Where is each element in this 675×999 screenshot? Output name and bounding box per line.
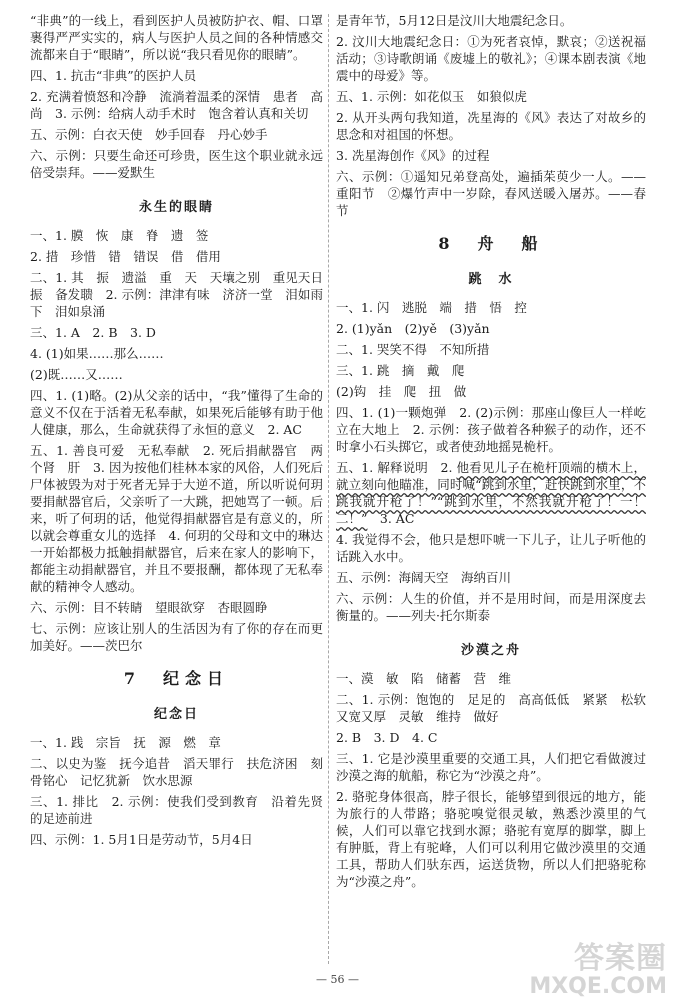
answer-paragraph: 六、示例：①遥知兄弟登高处，遍插茱萸少一人。——重阳节 ②爆竹声中一岁除，春风送暖入屠苏。——春节 (336, 169, 646, 218)
answer-suffix: 3. AC (367, 511, 415, 526)
watermark-text: 答案圈 (574, 941, 667, 976)
answer-paragraph: 六、示例：人生的价值，并不是用时间，而是用深度去衡量的。——列夫·托尔斯泰 (336, 591, 646, 623)
answer-paragraph: 三、1. 跳 摘 戴 爬 (336, 363, 465, 378)
chapter-heading: 8 舟 船 (438, 234, 544, 253)
answer-paragraph: 二、以史为鉴 抚今追昔 滔天罪行 扶危济困 刻骨铭心 记忆犹新 饮水思源 (30, 756, 323, 788)
watermark-logo (529, 943, 667, 999)
answer-paragraph: 四、1. 抗击“非典”的医护人员 (30, 68, 197, 83)
answer-paragraph: 是青年节，5月12日是汶川大地震纪念日。 (336, 13, 573, 28)
answer-paragraph: 2. 措 珍惜 错 错误 借 借用 (30, 249, 221, 264)
watermark-url: MXQE.COM (529, 974, 667, 999)
chapter-heading: 7 纪念日 (123, 669, 230, 688)
answer-paragraph: 2. 从开头两句我知道，冼星海的《风》表达了对故乡的思念和对祖国的怀想。 (336, 110, 646, 142)
answer-paragraph: 2. (1)yǎn (2)yě (3)yǎn (336, 321, 490, 336)
answer-paragraph: 五、1. 示例：如花似玉 如狼似虎 (336, 89, 527, 104)
answer-paragraph: 四、1. (1)略。(2)从父亲的话中，“我”懂得了生命的意义不仅在于活着无私奉献，如果死后能够有助于他人健康，那么，生命就获得了永恒的意义 2. AC (30, 388, 323, 437)
right-column (336, 12, 659, 894)
answer-paragraph: 五、示例：白衣天使 妙手回春 丹心妙手 (30, 127, 268, 142)
answer-paragraph: 六、示例：目不转睛 望眼欲穿 杏眼圆睁 (30, 600, 268, 615)
answer-paragraph: 2. 骆驼身体很高，脖子很长，能够望到很远的地方，能为旅行的人带路；骆驼嗅觉很灵敏，熟悉沙漠里的气候，人们可以靠它找到水源；骆驼有宽厚的脚掌，脚上有肿胝，背上有驼峰，人们可以利用它做沙漠里的交通工具，帮助人们驮东西，运送货物，所以人们把骆驼称为“沙漠之舟”。 (336, 789, 646, 889)
answer-paragraph: 一、1. 践 宗旨 抚 源 燃 章 (30, 735, 221, 750)
left-column (30, 12, 336, 852)
answer-paragraph: 一、1. 膜 恢 康 脊 遗 签 (30, 228, 209, 243)
section-heading: 永生的眼睛 (138, 200, 214, 215)
answer-paragraph: (2)既……又…… (30, 367, 123, 382)
column-divider (328, 14, 329, 964)
answer-paragraph: 五、示例：海阔天空 海纳百川 (336, 570, 512, 585)
answer-paragraph: 4. 我觉得不会，他只是想吓唬一下儿子，让儿子听他的话跳入水中。 (336, 532, 646, 564)
answer-paragraph: (2)钩 挂 爬 扭 做 (336, 384, 467, 399)
section-heading: 纪念日 (153, 707, 199, 722)
answer-paragraph: 一、1. 闪 逃脱 端 措 悟 控 (336, 300, 527, 315)
answer-paragraph: 2. 汶川大地震纪念日：①为死者哀悼，默哀；②送祝福活动；③诗歌朗诵《废墟上的敬礼》；④课本剧表演《地震中的母爱》等。 (336, 34, 646, 83)
answer-paragraph: 三、1. 它是沙漠里重要的交通工具，人们把它看做渡过沙漠之海的航船，称它为“沙漠之舟”。 (336, 751, 646, 783)
answer-paragraph-underlined (336, 459, 646, 527)
answer-paragraph: 六、示例：只要生命还可珍贵，医生这个职业就永远倍受崇拜。——爱默生 (30, 148, 323, 180)
answer-paragraph: 2. 充满着愤怒和冷静 流淌着温柔的深情 患者 高尚 3. 示例：给病人动手术时 饱含着认真和关切 (30, 89, 323, 121)
answer-paragraph: 3. 冼星海创作《风》的过程 (336, 148, 490, 163)
wavy-underlined-answer: 他看见儿子在桅杆顶端的横木上，就立刻向他瞄准，同时喊“跳到水里，赶快跳到水里，不跳我就开枪了！”“跳到水里，不然我就开枪了！一！二！” (336, 460, 646, 526)
answer-paragraph: 七、示例：应该让别人的生活因为有了你的存在而更加美好。——茨巴尔 (30, 621, 323, 653)
page-number: — 56 — (316, 973, 359, 986)
answer-paragraph: 三、1. 排比 2. 示例：使我们受到教育 沿着先贤的足迹前进 (30, 794, 323, 826)
answer-paragraph: 二、1. 示例：饱饱的 足足的 高高低低 紧紧 松软 又宽又厚 灵敏 维持 做好 (336, 692, 659, 724)
answer-prefix: 五、1. 解释说明 2. (336, 460, 457, 475)
answer-paragraph: 二、1. 其 振 遗溢 重 天 天壤之别 重见天日 振 备发聩 2. 示例：津津有味 济济一堂 泪如雨下 泪如泉涌 (30, 270, 336, 319)
answer-paragraph: “非典”的一线上，看到医护人员被防护衣、帽、口罩裹得严严实实的，病人与医护人员之间的各种情感交流都来自于“眼睛”，所以说“我只看见你的眼睛”。 (30, 13, 323, 62)
answer-paragraph: 一、漠 敏 陷 储蓄 营 维 (336, 671, 512, 686)
answer-paragraph: 四、示例：1. 5月1日是劳动节，5月4日 (30, 832, 253, 847)
answer-paragraph: 五、1. 善良可爱 无私奉献 2. 死后捐献器官 两个肾 肝 3. 因为按他们桂林本家的风俗，人们死后尸体被毁为对于死者无异于大逆不道，所以听说何玥要捐献器官后，父亲听了一大跳，把她骂了一顿。后来，听了何玥的话，他觉得捐献器官是有意义的，所以就会尊重女儿的选择 4. 何玥的父母和文中的琳达一开始都极力抵触捐献器官，后来在家人的影响下，都能主动捐献器官，并且不要报酬，都体现了无私奉献的精神令人感动。 (30, 443, 323, 594)
answer-paragraph: 二、1. 哭笑不得 不知所措 (336, 342, 490, 357)
section-heading: 沙漠之舟 (460, 643, 521, 658)
answer-paragraph: 2. B 3. D 4. C (336, 730, 438, 745)
answer-paragraph: 三、1. A 2. B 3. D (30, 325, 156, 340)
section-heading: 跳 水 (468, 272, 514, 287)
answer-paragraph: 4. (1)如果……那么…… (30, 346, 164, 361)
answer-paragraph: 四、1. (1)一颗炮弹 2. (2)示例：那座山像巨人一样屹立在大地上 2. 示例：孩子做着各种猴子的动作，还不时拿小石头掷它，或者使劲地摇晃桅杆。 (336, 405, 646, 454)
